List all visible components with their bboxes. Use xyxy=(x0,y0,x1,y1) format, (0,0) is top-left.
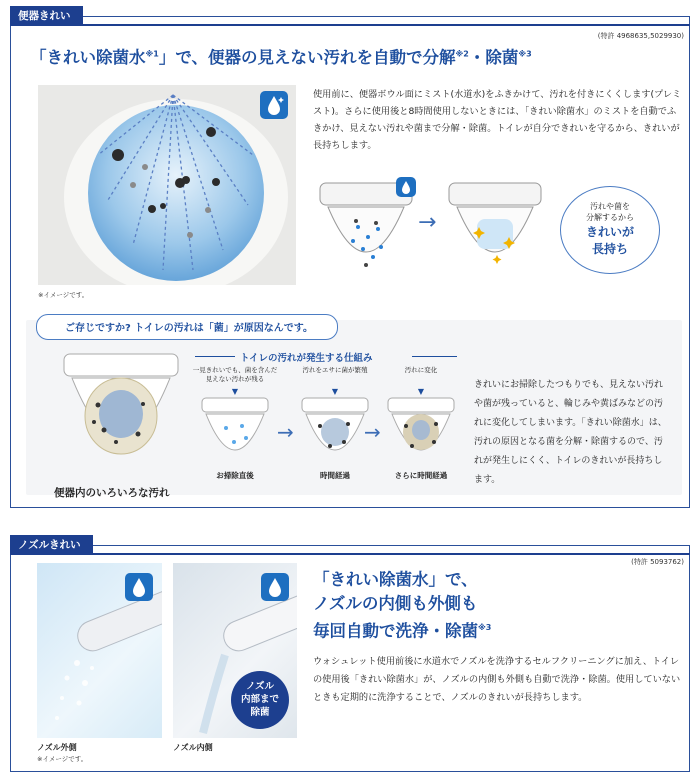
mechanism-title: トイレの汚れが発生する仕組み xyxy=(240,353,373,364)
nozzle-outside-photo xyxy=(37,563,162,738)
section1-body: 使用前に、便器ボウル面にミスト(水道水)をふきかけて、汚れを付きにくくします(プレミスト)。さらに使用後と8時間使用しないときには、「きれい除菌水」のミストを自動でふきかけ、見えない汚れや菌まで分解・除菌。トイレが自分できれいを守るから、きれいが長持ちします。 xyxy=(313,89,682,151)
bubble-line1: 汚れや菌を xyxy=(590,202,630,211)
nozzle-inside-photo xyxy=(173,563,297,738)
bubble-big1: きれいが xyxy=(585,225,634,239)
dirty-bowl-caption: 便器内のいろいろな汚れ xyxy=(54,487,170,499)
arrow-down-icon: ▼ xyxy=(331,387,339,396)
step-1 xyxy=(190,365,280,481)
water-drop-sparkle-icon xyxy=(396,177,416,197)
tag-rule xyxy=(10,553,690,555)
callout-text: ご存じですか? トイレの汚れは「菌」が原因なんです。 xyxy=(65,323,313,334)
section2-body: ウォシュレット使用前後に水道水でノズルを洗浄するセルフクリーニングに加え、トイレの使用後「きれい除菌水」が、ノズルの内側も外側も自動で洗浄・除菌。使用していないときも定期的に洗浄することで、ノズルのきれいが長持ちします。 xyxy=(313,656,681,703)
arrow-right-icon: → xyxy=(277,420,294,444)
image-note: ※イメージです。 xyxy=(37,755,88,763)
arrow-down-icon: ▼ xyxy=(231,387,239,396)
step-3-top: 汚れに変化 xyxy=(404,366,438,374)
benefit-bubble xyxy=(560,186,660,274)
patent-number: (特許 4968635,5029930) xyxy=(597,32,684,40)
arrow-down-icon: ▼ xyxy=(417,387,425,396)
bubble-big2: 長持ち xyxy=(591,242,628,256)
tag-rule xyxy=(10,24,690,26)
patent-number: (特許 5093762) xyxy=(631,558,684,566)
section1-headline: 「きれい除菌水$^{※1}$」で、便器の見えない汚れを自動で分解$^{※2}$・除菌$^{※3}$ xyxy=(30,48,532,67)
mechanism-rule-right xyxy=(412,356,457,357)
arrow-right-icon: → xyxy=(418,210,437,235)
step-1-top: 一見きれいでも、菌を含んだ見えない汚れが残る xyxy=(192,366,278,383)
section-tag-toilet: 便器きれい xyxy=(10,6,83,26)
toilet-bowl-photo xyxy=(38,85,296,285)
water-drop-sparkle-icon xyxy=(125,573,153,601)
step-2-bottom: 時間経過 xyxy=(320,471,350,480)
clean-toilet-diagram xyxy=(447,177,547,287)
bubble-line2: 分解するから xyxy=(586,213,634,222)
nozzle-inside-caption: ノズル内側 xyxy=(173,743,213,752)
step-1-bottom: お掃除直後 xyxy=(216,471,254,480)
step-3 xyxy=(376,365,466,481)
image-note: ※イメージです。 xyxy=(38,291,89,299)
mist-toilet-diagram xyxy=(318,177,418,287)
step-3-bottom: さらに時間経過 xyxy=(394,471,448,480)
arrow-right-icon: → xyxy=(364,420,381,444)
section2-headline: 「きれい除菌水」で、 ノズルの内側も外側も 毎回自動で洗浄・除菌$^{※3}$ xyxy=(313,570,492,641)
step-2-top: 汚れをエサに菌が繁殖 xyxy=(302,366,368,374)
panel-right-text: きれいにお掃除したつもりでも、見えない汚れや菌が残っていると、輪じみや黄ばみなどの汚れに変化してしまいます。「きれい除菌水」は、汚れの原因となる菌を分解・除菌するので、汚れが発生しにくく、トイレのきれいが長持ちします。 xyxy=(474,380,667,485)
dirty-bowl-illustration xyxy=(58,350,184,475)
water-drop-sparkle-icon xyxy=(261,573,289,601)
nozzle-inside-badge: ノズル 内部まで 除菌 xyxy=(231,671,289,729)
water-drop-sparkle-icon xyxy=(260,91,288,119)
section-tag-nozzle: ノズルきれい xyxy=(10,535,93,555)
mechanism-rule-left xyxy=(195,356,235,357)
nozzle-outside-caption: ノズル外側 xyxy=(37,743,77,752)
